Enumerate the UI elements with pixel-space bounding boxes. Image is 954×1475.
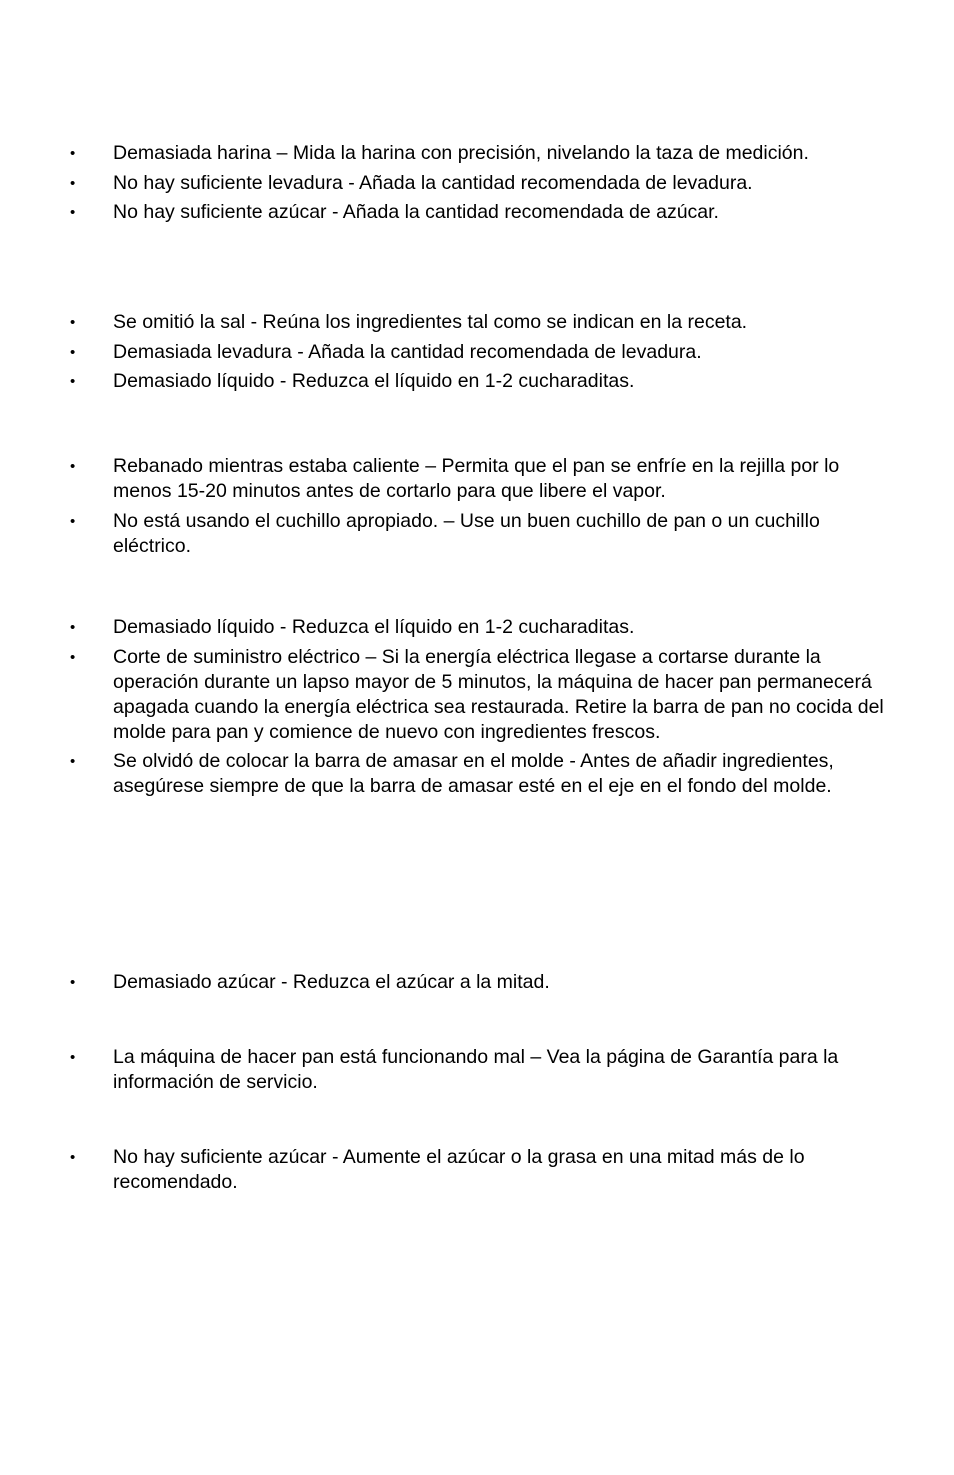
list-item-text: Demasiado azúcar - Reduzca el azúcar a la mitad. xyxy=(113,971,550,993)
bullet-list-7 xyxy=(0,1145,954,1200)
list-item-text: Corte de suministro eléctrico – Si la energía eléctrica llegase a cortarse durante la operación durante un lapso mayor de 5 minutos, la máquina de hacer pan permanecerá apagada cuando la energía eléctrica sea restaurada. Retire la barra de pan no cocida del molde para pan y comience de nuevo con ingredientes frescos. xyxy=(113,645,884,743)
list-item-text: Demasiada levadura - Añada la cantidad recomendada de levadura. xyxy=(113,340,702,363)
bullet-list-5 xyxy=(0,970,954,1000)
list-item-text: Se olvidó de colocar la barra de amasar en el molde - Antes de añadir ingredientes, asegúrese siempre de que la barra de amasar esté en el eje en el fondo del molde. xyxy=(113,750,834,797)
list-item-text: Demasiada harina – Mida la harina con precisión, nivelando la taza de medición. xyxy=(113,142,809,164)
list-item xyxy=(0,509,954,559)
bullet-list-6 xyxy=(0,1045,954,1100)
list-item xyxy=(0,369,954,394)
list-item-text: La máquina de hacer pan está funcionando mal – Vea la página de Garantía para la información de servicio. xyxy=(113,1046,839,1093)
list-item-text: No hay suficiente levadura - Añada la cantidad recomendada de levadura. xyxy=(113,171,753,194)
bullet-icon: • xyxy=(70,1049,76,1066)
list-item xyxy=(0,970,954,995)
list-item xyxy=(0,1045,954,1095)
list-item-text: Rebanado mientras estaba caliente – Permita que el pan se enfríe en la rejilla por lo menos 15-20 minutos antes de cortarlo para que libere el vapor. xyxy=(113,455,840,502)
list-item xyxy=(0,454,954,504)
bullet-icon: • xyxy=(70,174,76,192)
bullet-icon: • xyxy=(70,373,76,390)
list-item-text: Se omitió la sal - Reúna los ingredientes tal como se indican en la receta. xyxy=(113,311,748,333)
list-item-text: No está usando el cuchillo apropiado. – Use un buen cuchillo de pan o un cuchillo eléctrico. xyxy=(113,509,820,557)
list-item-text: No hay suficiente azúcar - Aumente el azúcar o la grasa en una mitad más de lo recomendado. xyxy=(113,1146,805,1193)
bullet-icon: • xyxy=(70,145,76,162)
list-item xyxy=(0,615,954,640)
list-item-text: No hay suficiente azúcar - Añada la cantidad recomendada de azúcar. xyxy=(113,201,719,223)
bullet-icon: • xyxy=(70,314,76,331)
list-item xyxy=(0,1145,954,1195)
bullet-icon: • xyxy=(70,648,76,666)
bullet-list-2 xyxy=(0,310,954,399)
bullet-list-1 xyxy=(0,141,954,230)
list-item xyxy=(0,141,954,166)
bullet-icon: • xyxy=(70,458,76,475)
bullet-icon: • xyxy=(70,1149,76,1166)
list-item-text: Demasiado líquido - Reduzca el líquido en 1-2 cucharaditas. xyxy=(113,616,635,638)
list-item xyxy=(0,645,954,745)
bullet-icon: • xyxy=(70,619,76,636)
list-item xyxy=(0,171,954,196)
bullet-icon: • xyxy=(70,974,76,991)
bullet-list-3 xyxy=(0,454,954,563)
list-item xyxy=(0,749,954,799)
list-item-text: Demasiado líquido - Reduzca el líquido en 1-2 cucharaditas. xyxy=(113,370,635,392)
bullet-icon: • xyxy=(70,343,76,361)
bullet-icon: • xyxy=(70,753,76,770)
list-item xyxy=(0,340,954,365)
bullet-list-4 xyxy=(0,615,954,804)
list-item xyxy=(0,310,954,335)
bullet-icon: • xyxy=(70,512,76,530)
list-item xyxy=(0,200,954,225)
bullet-icon: • xyxy=(70,204,76,221)
